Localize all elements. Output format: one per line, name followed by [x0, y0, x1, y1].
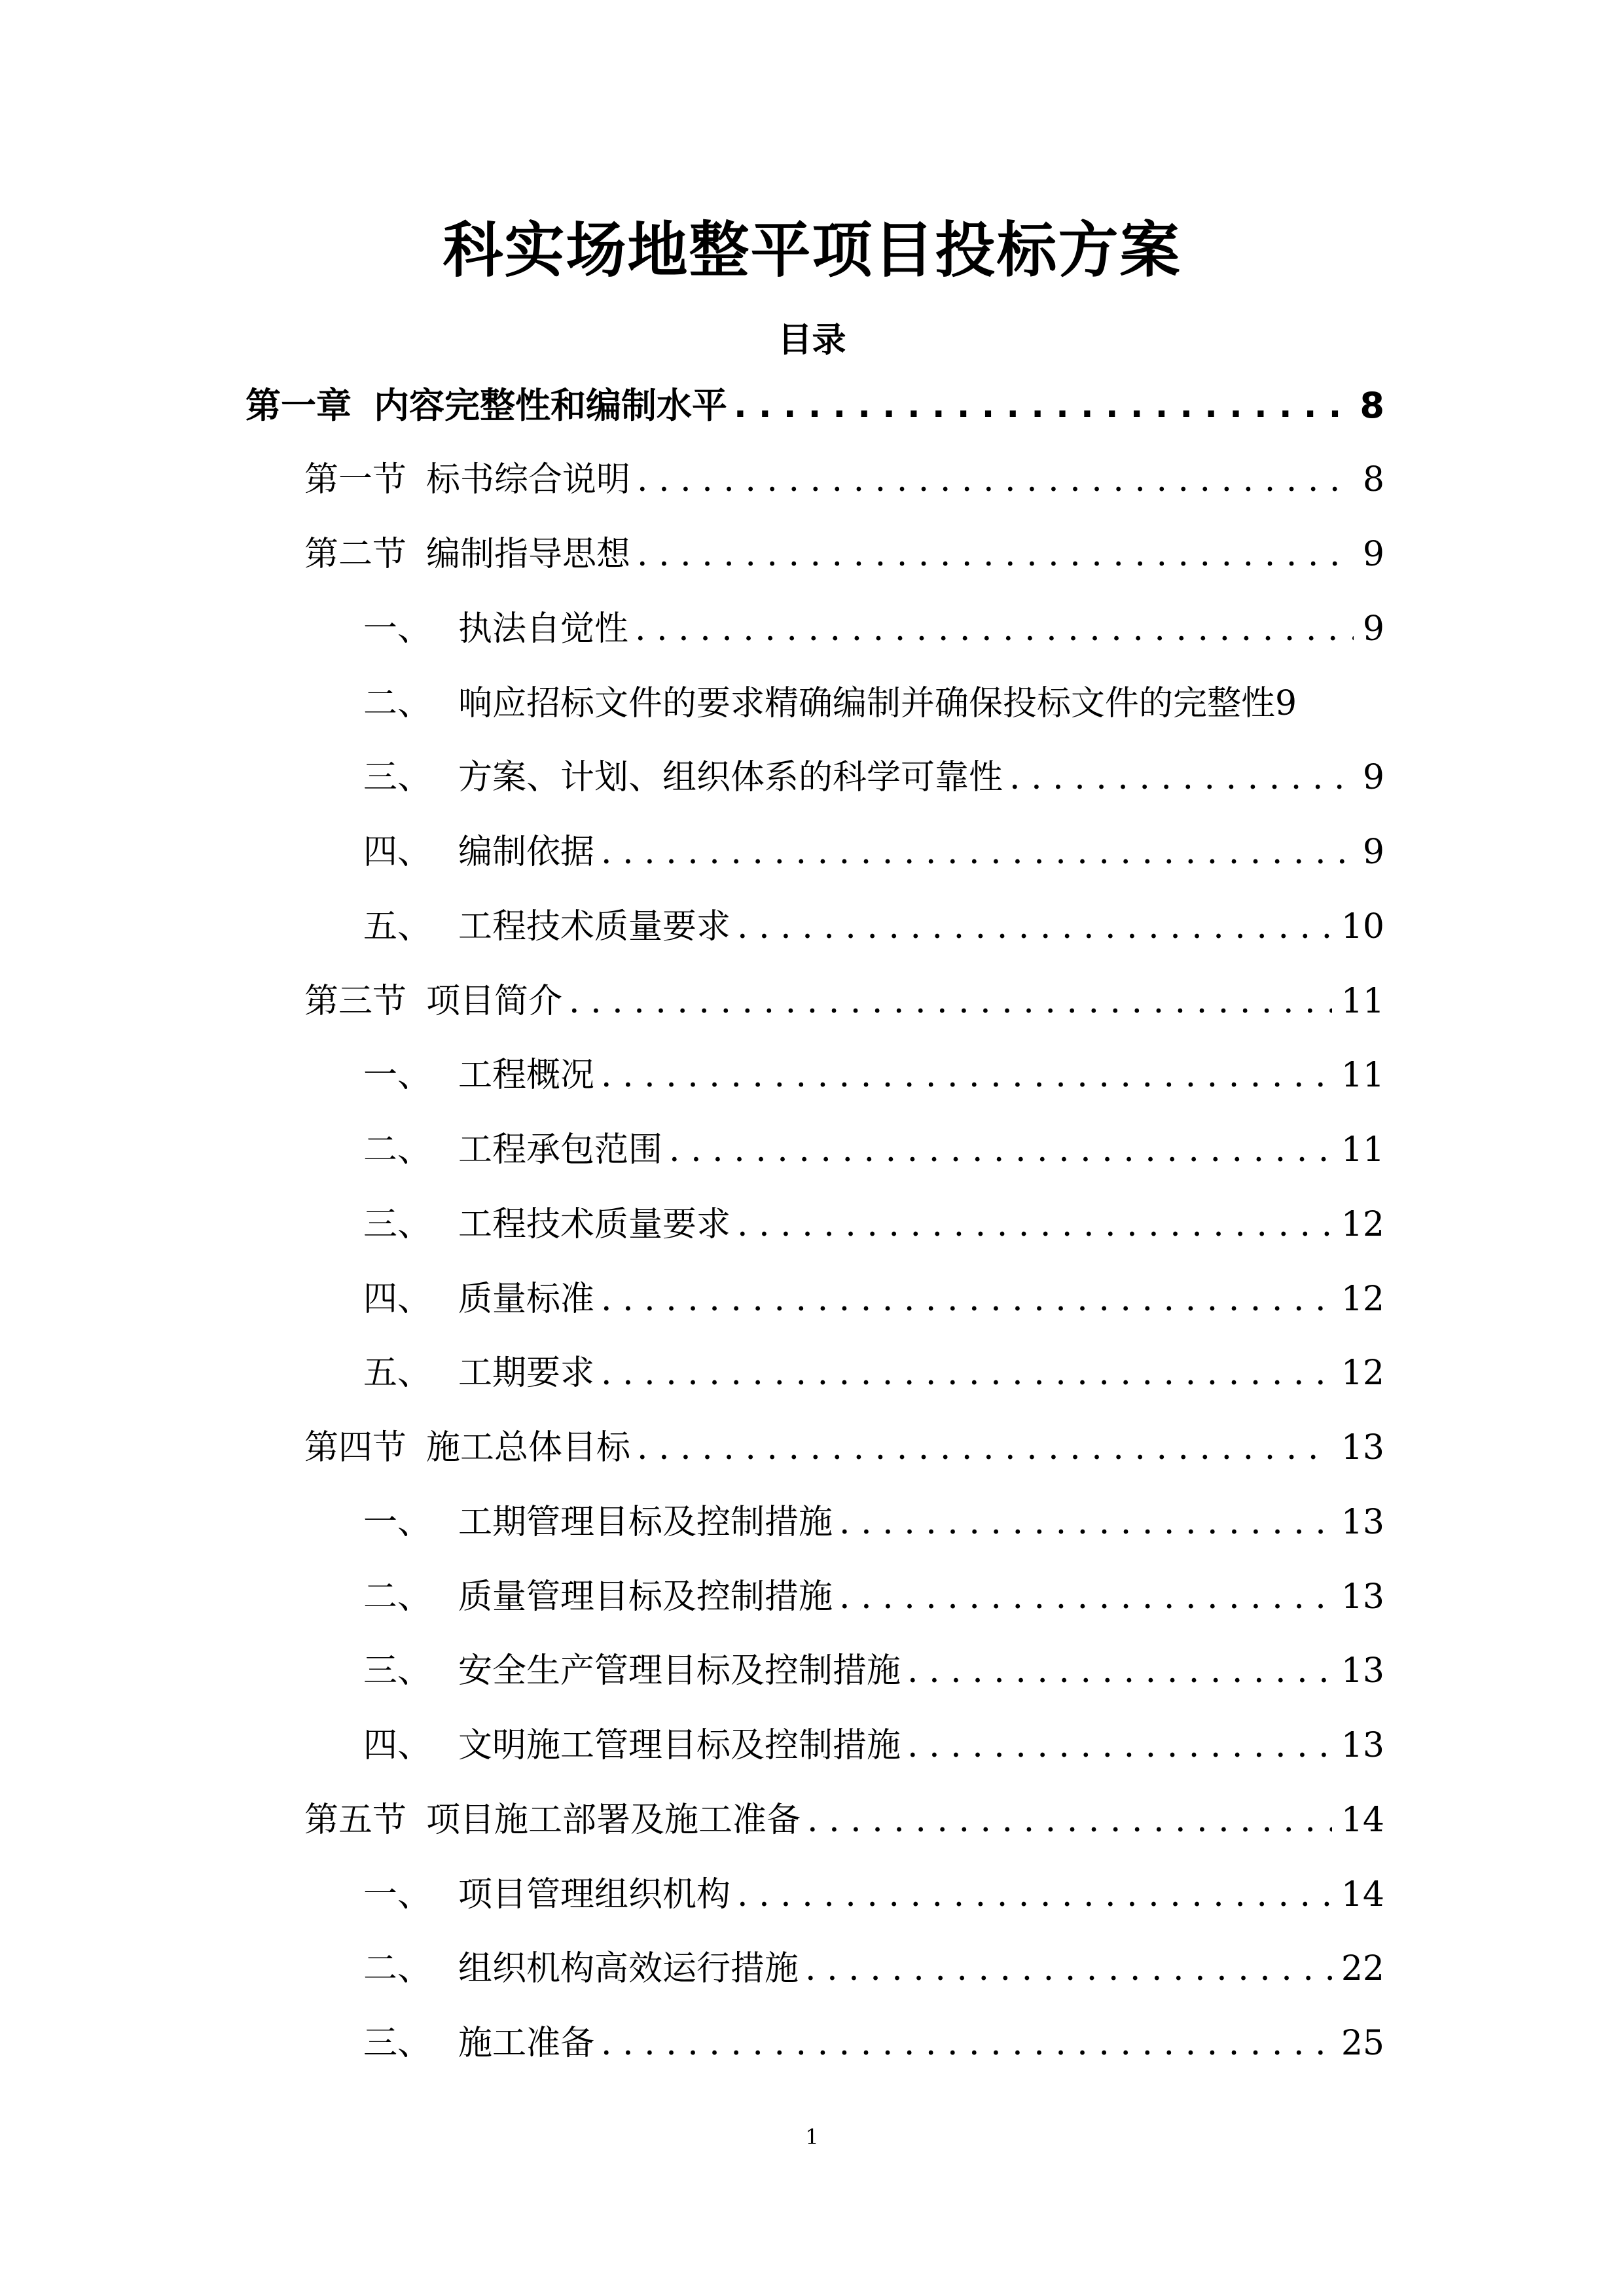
toc-entry-number: 第一章: [245, 385, 352, 426]
toc-entry-text: 方案、计划、组织体系的科学可靠性: [458, 758, 1003, 797]
toc-entry-number: 二、: [363, 1130, 432, 1170]
document-title: 科实场地整平项目投标方案: [442, 215, 1182, 285]
toc-dot-leader: [601, 1270, 1332, 1329]
toc-dot-leader: [839, 1493, 1332, 1552]
toc-dot-leader: [737, 897, 1332, 956]
toc-entry-number: 第二节: [304, 535, 407, 574]
toc-entry-number: 一、: [363, 1503, 432, 1542]
toc-entry-item[interactable]: [363, 897, 1384, 956]
toc-entry-page: 25: [1341, 2024, 1384, 2063]
toc-entry-page: 11: [1341, 982, 1384, 1021]
toc-dot-leader: [907, 1716, 1332, 1775]
toc-entry-item[interactable]: [363, 748, 1384, 807]
toc-entry-page: 11: [1341, 1056, 1384, 1095]
toc-dot-leader: [601, 823, 1354, 882]
toc-dot-leader: [569, 972, 1332, 1031]
toc-entry-text: 施工准备: [458, 2024, 595, 2063]
toc-entry-number: 四、: [363, 1726, 432, 1765]
toc-entry-number: 四、: [363, 833, 432, 872]
toc-entry-item[interactable]: [363, 1641, 1384, 1700]
toc-entry-number: 四、: [363, 1280, 432, 1319]
toc-entry-text: 响应招标文件的要求精确编制并确保投标文件的完整性: [458, 684, 1276, 723]
toc-entry-item[interactable]: [363, 674, 1401, 733]
toc-entry-text: 工程技术质量要求: [458, 1205, 731, 1244]
toc-entry-section-4[interactable]: [304, 1418, 1384, 1477]
toc-entry-text: 编制依据: [458, 833, 595, 872]
toc-dot-leader: [807, 1791, 1332, 1850]
toc-dot-leader: [805, 1939, 1332, 1998]
toc-entry-number: 第一节: [304, 460, 407, 499]
toc-dot-leader: [637, 1418, 1332, 1477]
toc-entry-page: 13: [1341, 1503, 1384, 1542]
toc-dot-leader: [737, 1195, 1332, 1254]
toc-entry-page: 9: [1275, 684, 1297, 723]
toc-entry-item[interactable]: [363, 1939, 1384, 1998]
toc-entry-section-2[interactable]: [304, 525, 1384, 584]
toc-entry-item[interactable]: [363, 1344, 1384, 1403]
toc-entry-text: 执法自觉性: [458, 609, 629, 649]
toc-entry-section-3[interactable]: [304, 972, 1384, 1031]
toc-dot-leader: [734, 376, 1350, 435]
toc-dot-leader: [601, 2014, 1332, 2073]
toc-entry-text: 工期管理目标及控制措施: [458, 1503, 833, 1542]
toc-entry-page: 9: [1362, 609, 1384, 649]
toc-entry-item[interactable]: [363, 1493, 1384, 1552]
toc-entry-text: 标书综合说明: [426, 460, 631, 499]
toc-entry-text: 工程承包范围: [458, 1130, 663, 1170]
toc-entry-text: 文明施工管理目标及控制措施: [458, 1726, 901, 1765]
toc-entry-text: 工程概况: [458, 1056, 595, 1095]
toc-entry-item[interactable]: [363, 823, 1384, 882]
toc-entry-page: 14: [1341, 1801, 1384, 1840]
toc-dot-leader: [637, 525, 1354, 584]
toc-dot-leader: [637, 450, 1354, 509]
toc-entry-number: 三、: [363, 1205, 432, 1244]
toc-entry-item[interactable]: [363, 1195, 1384, 1254]
toc-entry-number: 一、: [363, 609, 432, 649]
toc-entry-text: 施工总体目标: [426, 1428, 631, 1467]
toc-entry-text: 质量标准: [458, 1280, 595, 1319]
toc-entry-page: 13: [1341, 1651, 1384, 1691]
toc-entry-text: 质量管理目标及控制措施: [458, 1577, 833, 1617]
toc-entry-page: 8: [1360, 385, 1384, 426]
toc-dot-leader: [635, 600, 1354, 658]
toc-heading: 目录: [778, 321, 846, 360]
toc-entry-item[interactable]: [363, 1121, 1384, 1179]
toc-entry-number: 二、: [363, 1949, 432, 1988]
toc-entry-text: 组织机构高效运行措施: [458, 1949, 799, 1988]
toc-entry-number: 一、: [363, 1056, 432, 1095]
toc-entry-page: 9: [1362, 833, 1384, 872]
toc-dot-leader: [669, 1121, 1332, 1179]
toc-entry-page: 22: [1341, 1949, 1384, 1988]
toc-entry-chapter-1[interactable]: [245, 376, 1384, 435]
toc-entry-item[interactable]: [363, 1270, 1384, 1329]
toc-entry-number: 五、: [363, 1354, 432, 1393]
toc-entry-text: 项目简介: [426, 982, 563, 1021]
toc-entry-number: 五、: [363, 907, 432, 946]
toc-entry-item[interactable]: [363, 1568, 1384, 1626]
toc-dot-leader: [907, 1641, 1332, 1700]
toc-entry-text: 工程技术质量要求: [458, 907, 731, 946]
toc-entry-number: 三、: [363, 758, 432, 797]
toc-entry-page: 8: [1362, 460, 1384, 499]
toc-entry-page: 14: [1341, 1875, 1384, 1914]
toc-entry-item[interactable]: [363, 2014, 1384, 2073]
toc-entry-item[interactable]: [363, 1046, 1384, 1105]
toc-entry-number: 三、: [363, 1651, 432, 1691]
toc-entry-section-1[interactable]: [304, 450, 1384, 509]
toc-entry-page: 13: [1341, 1726, 1384, 1765]
toc-entry-page: 11: [1341, 1130, 1384, 1170]
toc-entry-number: 三、: [363, 2024, 432, 2063]
toc-entry-text: 内容完整性和编制水平: [374, 385, 727, 426]
toc-entry-number: 二、: [363, 1577, 432, 1617]
toc-entry-page: 12: [1341, 1205, 1384, 1244]
toc-entry-text: 安全生产管理目标及控制措施: [458, 1651, 901, 1691]
toc-entry-page: 9: [1362, 535, 1384, 574]
page-number: 1: [805, 2125, 819, 2149]
toc-entry-page: 12: [1341, 1354, 1384, 1393]
toc-entry-text: 项目管理组织机构: [458, 1875, 731, 1914]
toc-entry-page: 13: [1341, 1428, 1384, 1467]
toc-entry-number: 第四节: [304, 1428, 407, 1467]
toc-entry-section-5[interactable]: [304, 1791, 1384, 1850]
toc-entry-page: 12: [1341, 1280, 1384, 1319]
toc-entry-number: 第三节: [304, 982, 407, 1021]
toc-entry-number: 二、: [363, 684, 432, 723]
toc-entry-item[interactable]: [363, 1716, 1384, 1775]
toc-entry-number: 一、: [363, 1875, 432, 1914]
toc-entry-text: 编制指导思想: [426, 535, 631, 574]
toc-entry-page: 10: [1341, 907, 1384, 946]
toc-dot-leader: [737, 1865, 1332, 1924]
toc-entry-text: 项目施工部署及施工准备: [426, 1801, 801, 1840]
toc-dot-leader: [601, 1046, 1332, 1105]
toc-entry-item[interactable]: [363, 600, 1384, 658]
toc-entry-number: 第五节: [304, 1801, 407, 1840]
toc-dot-leader: [1009, 748, 1354, 807]
toc-entry-page: 9: [1362, 758, 1384, 797]
toc-entry-page: 13: [1341, 1577, 1384, 1617]
toc-entry-text: 工期要求: [458, 1354, 595, 1393]
toc-entry-item[interactable]: [363, 1865, 1384, 1924]
toc-dot-leader: [601, 1344, 1332, 1403]
toc-dot-leader: [839, 1568, 1332, 1626]
